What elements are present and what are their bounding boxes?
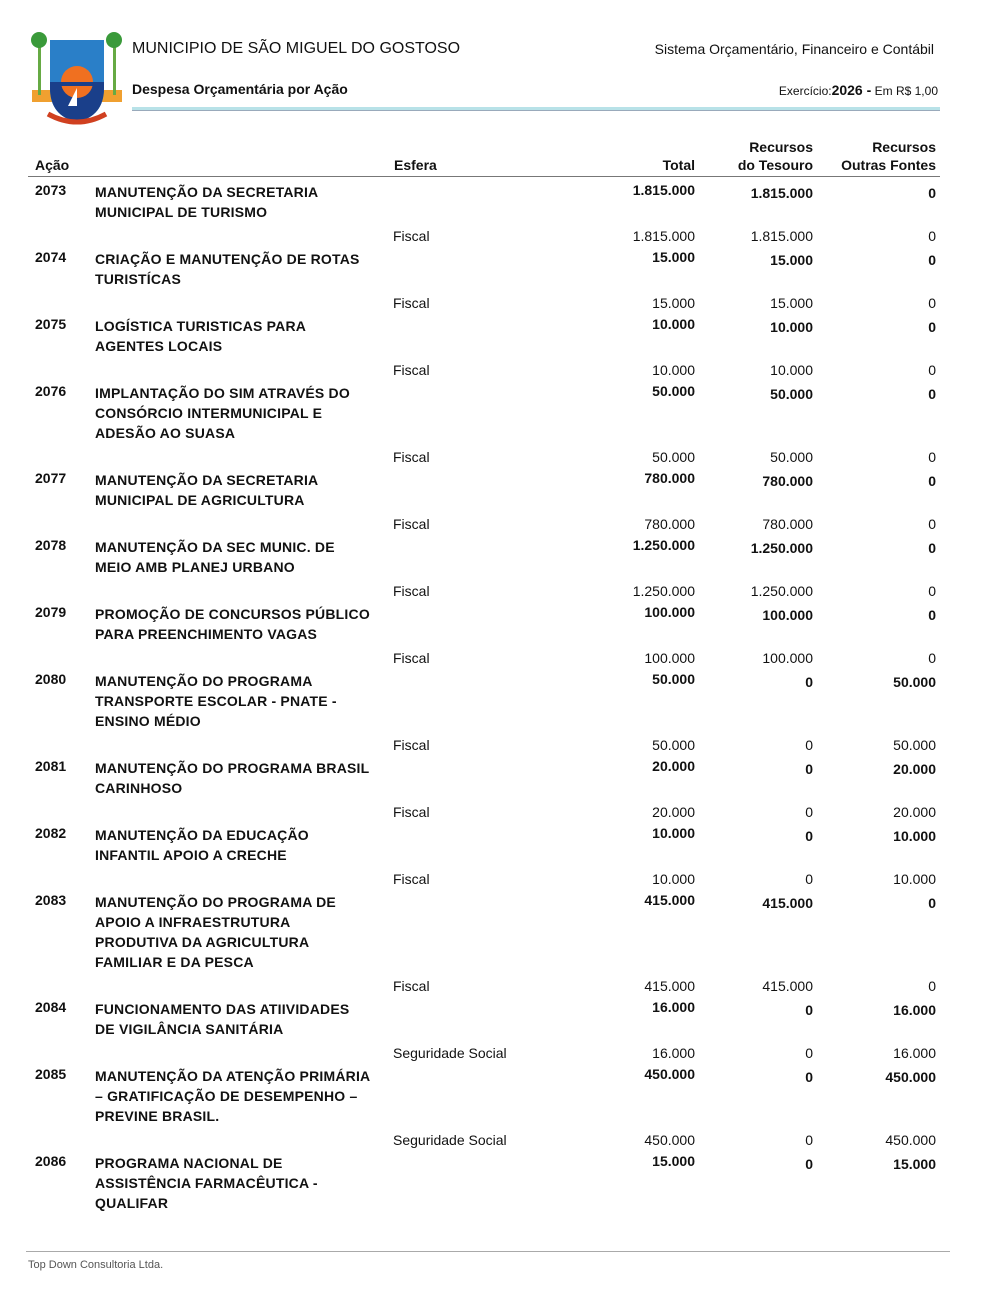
table-row-action [0,316,1000,362]
action-code: 2073 [35,182,67,198]
action-outras: 450.000 [885,1069,936,1085]
table-row-action [0,671,1000,737]
action-tesouro: 1.250.000 [750,540,813,556]
table-row-action [0,537,1000,583]
header-divider [132,107,940,111]
esfera-total: 50.000 [652,737,695,753]
action-outras: 0 [928,895,936,911]
action-description: LOGÍSTICA TURISTICAS PARA AGENTES LOCAIS [95,318,306,354]
action-tesouro: 0 [805,1002,813,1018]
esfera-outras: 20.000 [893,804,936,820]
action-total: 450.000 [644,1066,695,1082]
esfera-tesouro: 10.000 [770,362,813,378]
action-outras: 50.000 [893,674,936,690]
table-body [0,182,1000,1219]
esfera-total: 50.000 [652,449,695,465]
table-row-esfera [0,1045,1000,1066]
esfera-total: 16.000 [652,1045,695,1061]
action-description: MANUTENÇÃO DO PROGRAMA TRANSPORTE ESCOLAR - PNATE - ENSINO MÉDIO [95,673,337,729]
table-row-action [0,825,1000,871]
table-row-esfera [0,737,1000,758]
esfera-outras: 450.000 [885,1132,936,1148]
col-outras-line2: Outras Fontes [841,157,936,173]
action-total: 415.000 [644,892,695,908]
col-esfera: Esfera [394,157,437,173]
action-outras: 10.000 [893,828,936,844]
esfera-outras: 50.000 [893,737,936,753]
esfera-tesouro: 0 [805,737,813,753]
action-code: 2075 [35,316,67,332]
esfera-name: Fiscal [393,978,430,994]
esfera-tesouro: 100.000 [762,650,813,666]
action-code: 2081 [35,758,67,774]
esfera-outras: 0 [928,583,936,599]
table-row-action [0,758,1000,804]
action-outras: 16.000 [893,1002,936,1018]
esfera-name: Fiscal [393,804,430,820]
col-tesouro [738,138,813,174]
table-row-action [0,470,1000,516]
table-row-action [0,182,1000,228]
action-total: 50.000 [652,671,695,687]
action-outras: 0 [928,473,936,489]
esfera-tesouro: 50.000 [770,449,813,465]
action-tesouro: 0 [805,674,813,690]
table-row-esfera [0,650,1000,671]
esfera-tesouro: 780.000 [762,516,813,532]
table-row-esfera [0,804,1000,825]
action-description: FUNCIONAMENTO DAS ATIIVIDADES DE VIGILÂNCIA SANITÁRIA [95,1001,350,1037]
action-total: 1.250.000 [632,537,695,553]
action-description: MANUTENÇÃO DA SECRETARIA MUNICIPAL DE AGRICULTURA [95,472,318,508]
col-acao: Ação [35,157,70,173]
action-description: PROMOÇÃO DE CONCURSOS PÚBLICO PARA PREENCHIMENTO VAGAS [95,606,370,642]
esfera-name: Fiscal [393,516,430,532]
exercise-info [779,82,938,98]
table-row-action [0,1153,1000,1219]
table-row-esfera [0,449,1000,470]
action-code: 2080 [35,671,67,687]
action-outras: 0 [928,607,936,623]
esfera-name: Seguridade Social [393,1132,507,1148]
esfera-name: Fiscal [393,295,430,311]
action-description: CRIAÇÃO E MANUTENÇÃO DE ROTAS TURISTÍCAS [95,251,360,287]
esfera-outras: 0 [928,295,936,311]
esfera-total: 415.000 [644,978,695,994]
esfera-total: 10.000 [652,871,695,887]
esfera-name: Fiscal [393,650,430,666]
esfera-tesouro: 415.000 [762,978,813,994]
currency-note: Em R$ 1,00 [874,84,938,98]
action-total: 100.000 [644,604,695,620]
esfera-total: 100.000 [644,650,695,666]
action-total: 1.815.000 [632,182,695,198]
table-row-action [0,1066,1000,1132]
esfera-tesouro: 0 [805,804,813,820]
esfera-name: Fiscal [393,871,430,887]
col-outras [841,138,936,174]
action-code: 2084 [35,999,67,1015]
esfera-name: Fiscal [393,449,430,465]
esfera-outras: 16.000 [893,1045,936,1061]
action-tesouro: 10.000 [770,319,813,335]
table-row-esfera [0,295,1000,316]
esfera-total: 1.815.000 [632,228,695,244]
action-code: 2086 [35,1153,67,1169]
municipal-coat-of-arms-logo [28,30,126,126]
table-row-esfera [0,362,1000,383]
footer-divider [26,1251,950,1252]
action-outras: 20.000 [893,761,936,777]
action-description: IMPLANTAÇÃO DO SIM ATRAVÉS DO CONSÓRCIO INTERMUNICIPAL E ADESÃO AO SUASA [95,385,350,441]
action-outras: 0 [928,185,936,201]
action-description: MANUTENÇÃO DO PROGRAMA BRASIL CARINHOSO [95,760,370,796]
action-code: 2085 [35,1066,67,1082]
action-tesouro: 50.000 [770,386,813,402]
esfera-name: Seguridade Social [393,1045,507,1061]
action-description: PROGRAMA NACIONAL DE ASSISTÊNCIA FARMACÊUTICA - QUALIFAR [95,1155,318,1211]
esfera-name: Fiscal [393,362,430,378]
table-row-esfera [0,228,1000,249]
action-outras: 0 [928,386,936,402]
esfera-tesouro: 1.815.000 [750,228,813,244]
esfera-outras: 0 [928,978,936,994]
action-tesouro: 0 [805,761,813,777]
table-header-divider [28,176,940,177]
esfera-tesouro: 15.000 [770,295,813,311]
action-tesouro: 100.000 [762,607,813,623]
esfera-tesouro: 1.250.000 [750,583,813,599]
action-code: 2074 [35,249,67,265]
esfera-outras: 0 [928,362,936,378]
exercise-label: Exercício: [778,84,832,98]
esfera-total: 20.000 [652,804,695,820]
system-name: Sistema Orçamentário, Financeiro e Contábil [654,41,934,57]
report-title: Despesa Orçamentária por Ação [132,81,348,97]
col-outras-line1: Recursos [872,139,936,155]
table-row-action [0,999,1000,1045]
action-tesouro: 1.815.000 [750,185,813,201]
esfera-outras: 0 [928,449,936,465]
esfera-name: Fiscal [393,583,430,599]
esfera-total: 1.250.000 [632,583,695,599]
action-code: 2077 [35,470,67,486]
table-row-action [0,892,1000,978]
action-tesouro: 415.000 [762,895,813,911]
footer-company: Top Down Consultoria Ltda. [28,1259,164,1271]
col-tesouro-line1: Recursos [749,139,813,155]
esfera-name: Fiscal [393,228,430,244]
action-outras: 15.000 [893,1156,936,1172]
esfera-outras: 0 [928,228,936,244]
action-outras: 0 [928,252,936,268]
action-tesouro: 0 [805,1069,813,1085]
col-tesouro-line2: do Tesouro [737,157,813,173]
action-tesouro: 0 [805,1156,813,1172]
action-code: 2079 [35,604,67,620]
action-description: MANUTENÇÃO DO PROGRAMA DE APOIO A INFRAESTRUTURA PRODUTIVA DA AGRICULTURA FAMILIAR E DA PESCA [95,894,336,970]
action-code: 2078 [35,537,67,553]
action-code: 2076 [35,383,67,399]
table-row-action [0,604,1000,650]
municipality-name: MUNICIPIO DE SÃO MIGUEL DO GOSTOSO [132,40,461,57]
action-description: MANUTENÇÃO DA SEC MUNIC. DE MEIO AMB PLANEJ URBANO [95,539,335,575]
action-outras: 0 [928,540,936,556]
exercise-year: 2026 - [831,82,872,98]
action-tesouro: 0 [805,828,813,844]
action-total: 780.000 [644,470,695,486]
esfera-outras: 0 [928,516,936,532]
action-total: 10.000 [652,316,695,332]
action-total: 10.000 [652,825,695,841]
action-tesouro: 780.000 [762,473,813,489]
esfera-name: Fiscal [393,737,430,753]
table-row-esfera [0,871,1000,892]
esfera-outras: 10.000 [893,871,936,887]
esfera-total: 15.000 [652,295,695,311]
col-total: Total [662,157,695,173]
table-row-esfera [0,1132,1000,1153]
action-description: MANUTENÇÃO DA EDUCAÇÃO INFANTIL APOIO A CRECHE [95,827,309,863]
table-row-esfera [0,978,1000,999]
action-tesouro: 15.000 [770,252,813,268]
table-row-action [0,383,1000,449]
esfera-tesouro: 0 [805,1045,813,1061]
action-total: 15.000 [652,249,695,265]
esfera-outras: 0 [928,650,936,666]
esfera-total: 450.000 [644,1132,695,1148]
action-description: MANUTENÇÃO DA SECRETARIA MUNICIPAL DE TURISMO [95,184,318,220]
table-row-esfera [0,583,1000,604]
table-row-esfera [0,516,1000,537]
esfera-tesouro: 0 [805,1132,813,1148]
action-code: 2083 [35,892,67,908]
action-description: MANUTENÇÃO DA ATENÇÃO PRIMÁRIA – GRATIFICAÇÃO DE DESEMPENHO – PREVINE BRASIL. [95,1068,370,1124]
esfera-tesouro: 0 [805,871,813,887]
action-total: 15.000 [652,1153,695,1169]
action-outras: 0 [928,319,936,335]
action-total: 50.000 [652,383,695,399]
esfera-total: 780.000 [644,516,695,532]
action-total: 16.000 [652,999,695,1015]
action-total: 20.000 [652,758,695,774]
esfera-total: 10.000 [652,362,695,378]
action-code: 2082 [35,825,67,841]
table-row-action [0,249,1000,295]
